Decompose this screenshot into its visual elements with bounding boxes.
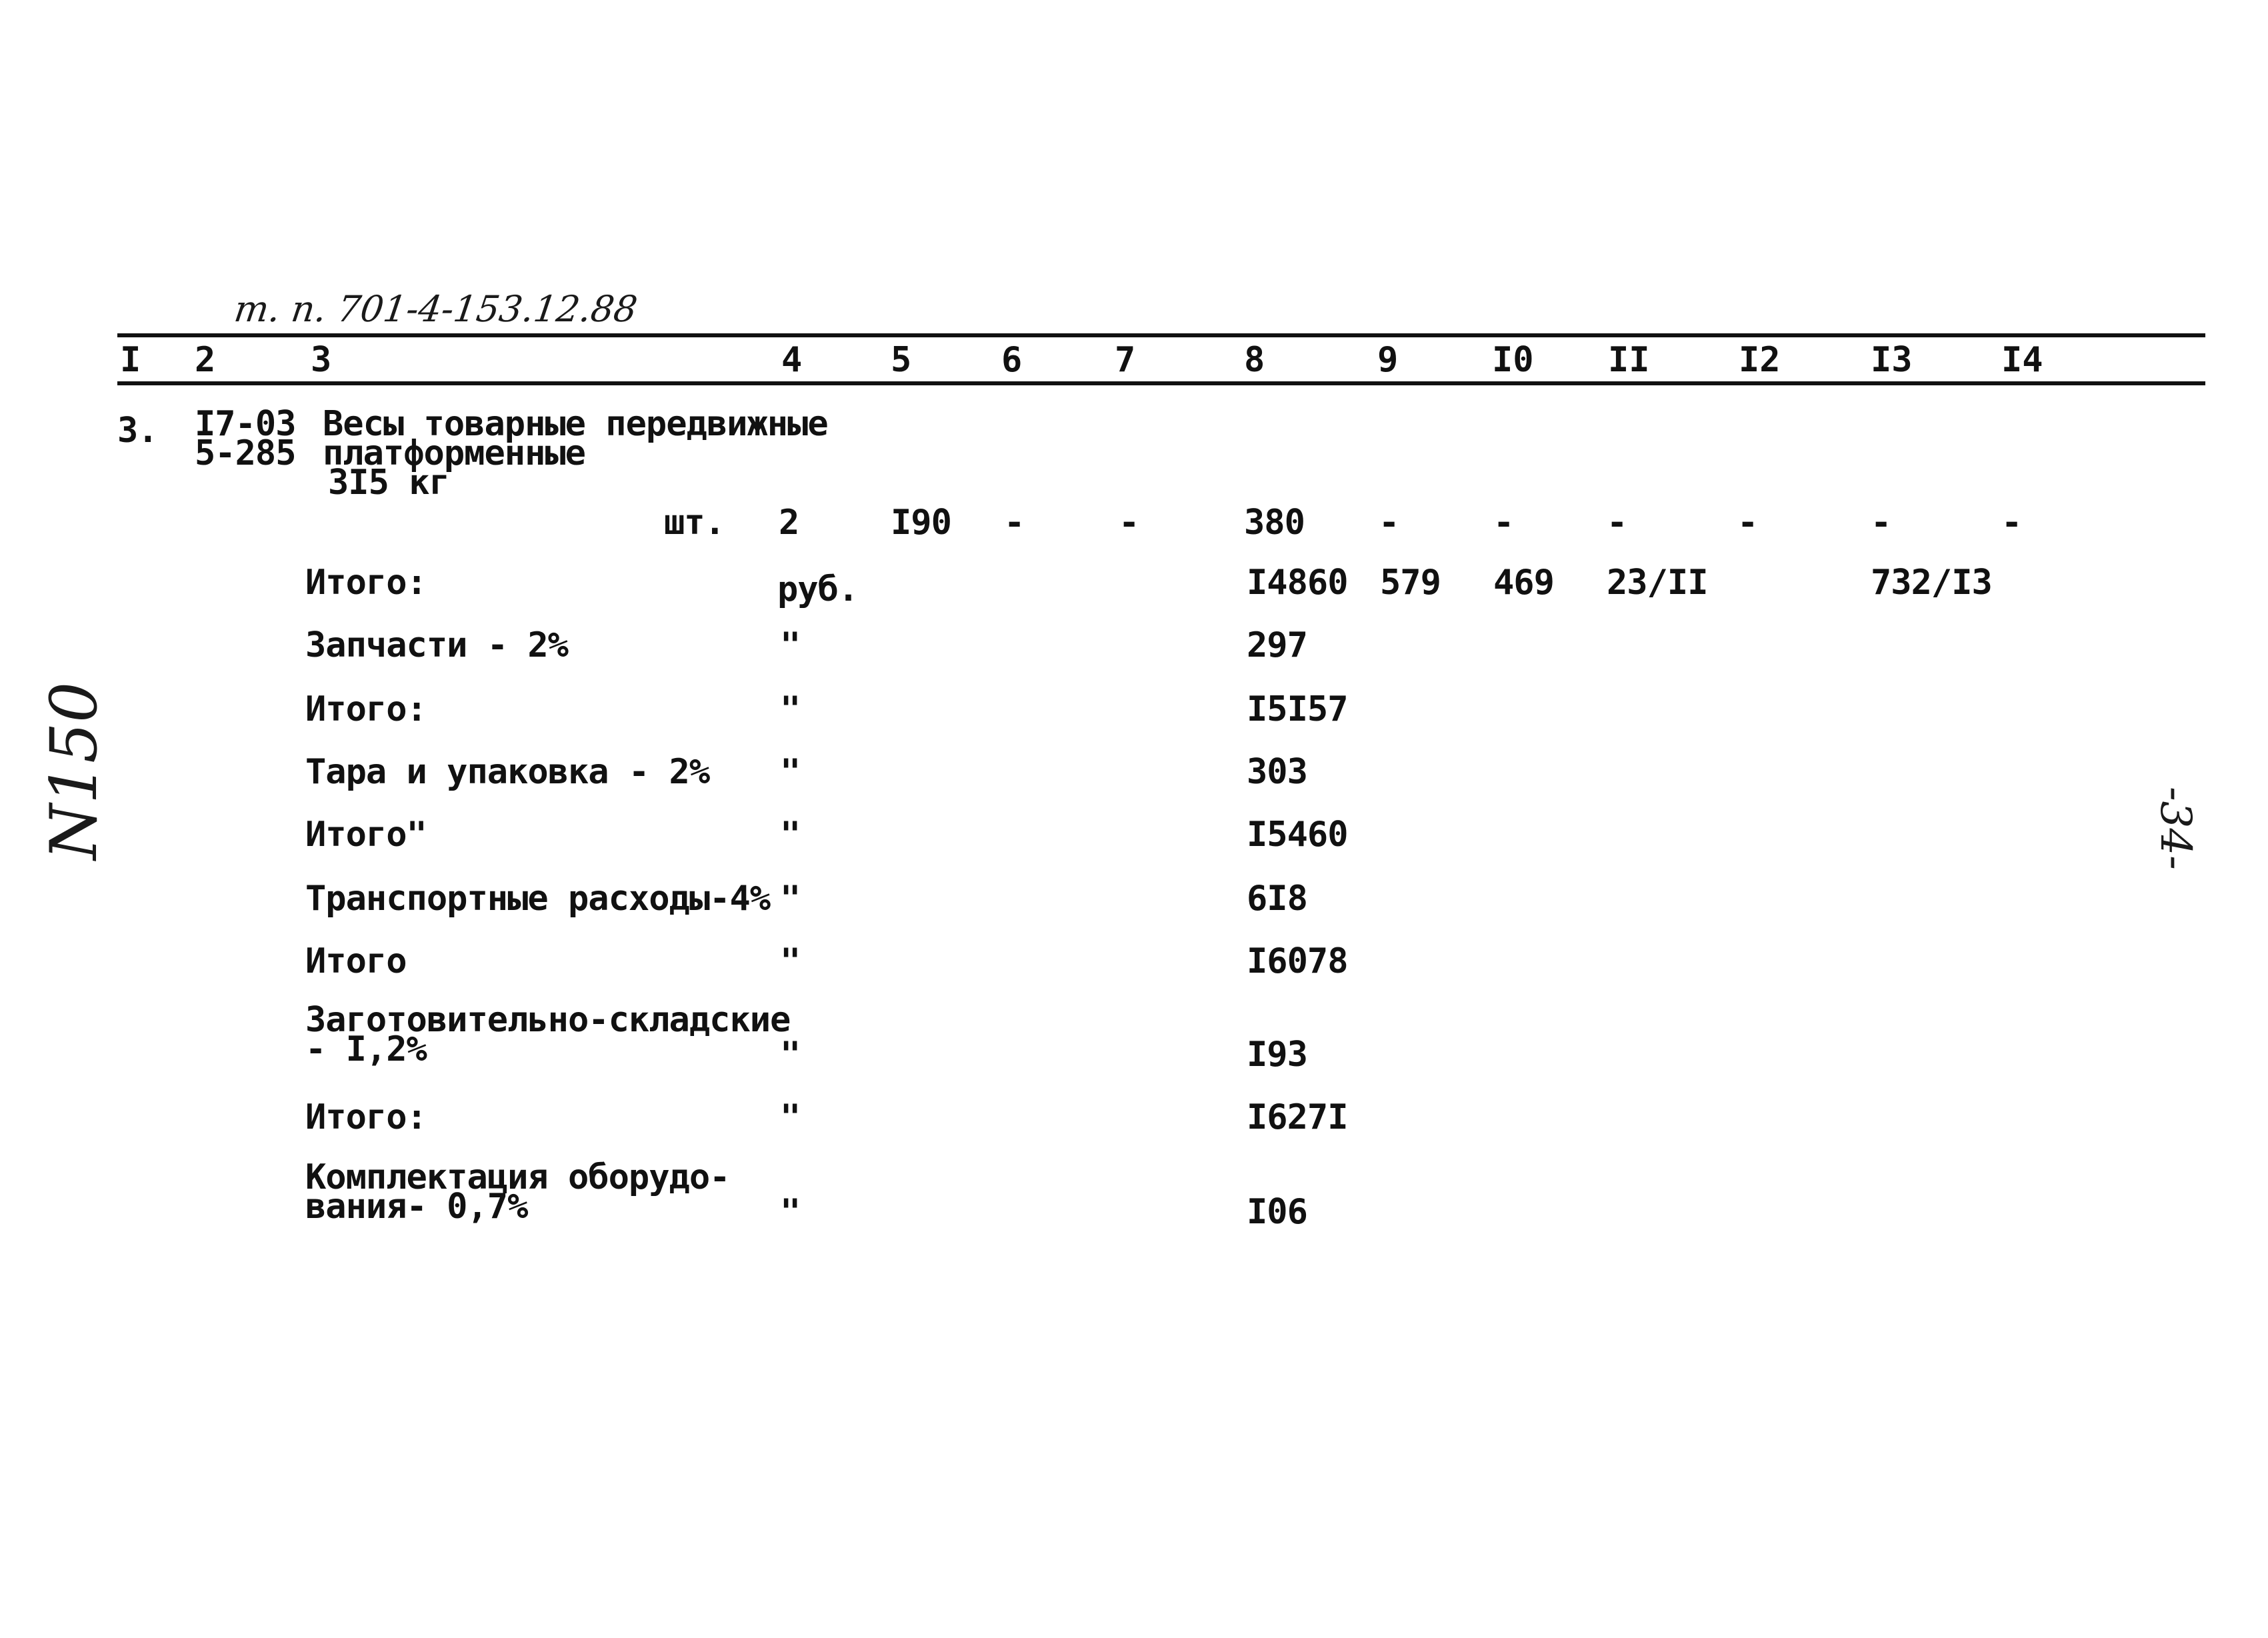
summary-row-0-unit: руб.: [777, 569, 859, 609]
column-header-14: I4: [2001, 340, 2043, 380]
summary-row-8-unit: ": [780, 1097, 801, 1137]
item-unit: шт.: [664, 503, 725, 543]
summary-row-9-label-line-1: Комплектация оборудо-: [305, 1157, 730, 1197]
summary-row-4-unit: ": [780, 815, 801, 855]
item-qty: 2: [779, 503, 799, 543]
summary-row-0-col-13: 732/I3: [1871, 563, 1992, 603]
item-col-11: -: [1607, 503, 1627, 543]
side-page-number: -34-: [2151, 787, 2200, 870]
summary-row-0-col-11: 23/II: [1607, 563, 1708, 603]
side-number-left: N150: [37, 681, 111, 860]
item-col-10: -: [1493, 503, 1514, 543]
summary-row-5-label: Транспортные расходы-4%: [305, 879, 771, 919]
summary-row-0-col-10: 469: [1493, 563, 1554, 603]
item-total: 380: [1244, 503, 1305, 543]
column-header-13: I3: [1871, 340, 1913, 380]
summary-row-3-unit: ": [780, 752, 801, 792]
item-code-line-2: 5-285: [195, 433, 296, 473]
column-header-4: 4: [781, 340, 803, 380]
column-header-3: 3: [311, 340, 332, 380]
summary-row-4-label: Итого": [305, 815, 427, 855]
item-code-line-1: I7-03: [195, 404, 296, 444]
summary-row-7-unit: ": [780, 1035, 801, 1075]
item-col-14: -: [2001, 503, 2022, 543]
summary-row-4-value: I5460: [1247, 815, 1348, 855]
column-header-5: 5: [891, 340, 912, 380]
column-header-7: 7: [1115, 340, 1136, 380]
item-name-line-2: платформенные: [323, 433, 585, 473]
column-header-12: I2: [1739, 340, 1781, 380]
summary-row-9-label-line-2: вания- 0,7%: [305, 1187, 528, 1227]
summary-row-6-unit: ": [780, 941, 801, 981]
summary-row-5-value: 6I8: [1247, 879, 1307, 919]
summary-row-9-unit: ": [780, 1192, 801, 1232]
summary-row-1-unit: ": [780, 625, 801, 665]
column-header-9: 9: [1377, 340, 1399, 380]
header-top-rule: [117, 333, 2205, 337]
item-price: I90: [891, 503, 951, 543]
summary-row-1-value: 297: [1247, 625, 1307, 665]
item-col-9: -: [1379, 503, 1399, 543]
summary-row-3-label: Тара и упаковка - 2%: [305, 752, 710, 792]
summary-row-7-label-line-2: - I,2%: [305, 1029, 427, 1069]
summary-row-9-value: I06: [1247, 1192, 1307, 1232]
item-col-12: -: [1737, 503, 1758, 543]
column-header-11: II: [1608, 340, 1650, 380]
handwritten-document-reference: т. п. 701-4-153.12.88: [231, 288, 640, 330]
summary-row-8-value: I627I: [1247, 1097, 1348, 1137]
summary-row-7-label-line-1: Заготовительно-складские: [305, 1000, 791, 1040]
item-col-13: -: [1871, 503, 1891, 543]
summary-row-9-label: [305, 1157, 730, 1227]
column-header-8: 8: [1244, 340, 1265, 380]
summary-row-2-value: I5I57: [1247, 689, 1348, 729]
summary-row-1-label: Запчасти - 2%: [305, 625, 568, 665]
header-bottom-rule: [117, 381, 2205, 385]
summary-row-0-col-9: 579: [1380, 563, 1441, 603]
item-col-6: -: [1004, 503, 1025, 543]
summary-row-8-label: Итого:: [305, 1097, 427, 1137]
summary-row-2-label: Итого:: [305, 689, 427, 729]
column-header-10: I0: [1492, 340, 1534, 380]
summary-row-3-value: 303: [1247, 752, 1307, 792]
item-number: 3.: [117, 411, 158, 451]
summary-row-6-value: I6078: [1247, 941, 1348, 981]
item-name-line-3: 3I5 кг: [328, 463, 449, 503]
summary-row-7-value: I93: [1247, 1035, 1307, 1075]
summary-row-2-unit: ": [780, 689, 801, 729]
summary-row-7-label: [305, 1000, 791, 1069]
item-code: [195, 404, 296, 473]
summary-row-0-value: I4860: [1247, 563, 1348, 603]
column-header-6: 6: [1001, 340, 1023, 380]
summary-row-6-label: Итого: [305, 941, 407, 981]
summary-row-5-unit: ": [780, 879, 801, 919]
column-header-2: 2: [195, 340, 216, 380]
column-header-1: I: [120, 340, 141, 380]
summary-row-0-label: Итого:: [305, 563, 427, 603]
item-name-line-1: Весы товарные передвижные: [323, 404, 828, 444]
item-name: [323, 404, 828, 503]
item-col-7: -: [1119, 503, 1139, 543]
